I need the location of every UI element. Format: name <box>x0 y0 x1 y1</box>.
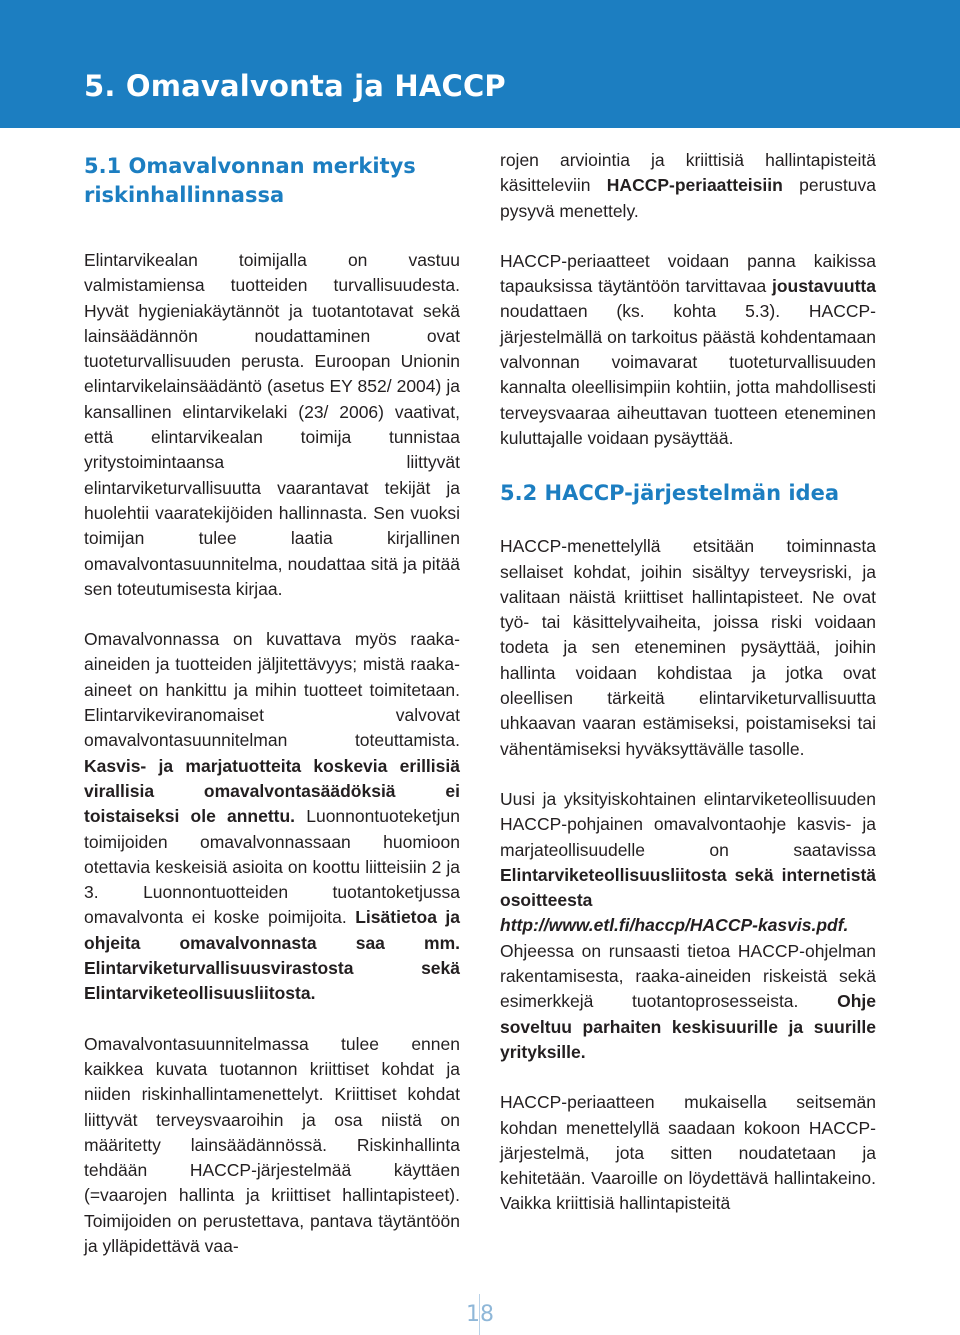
chapter-header-band <box>0 0 960 128</box>
right-p1-text-a: rojen arviointia ja kriittisiä hallintapisteitä käsitteleviin <box>500 150 876 196</box>
section-5-2-title: 5.2 HACCP-järjestelmän idea <box>500 481 840 506</box>
left-p2-text-c: Luonnontuoteketjun toimijoiden omavalvonnassaan huomioon otettavia keskeisiä asioita on koottu liitteisiin 2 ja 3. Luonnontuotteiden tuotantoketjussa omavalvonta ei koske poimijoita. <box>84 806 460 928</box>
page-number: 18 <box>466 1302 494 1327</box>
right-paragraph-5: HACCP-periaatteen mukaisella seitsemän kohdan menettelyllä saadaan kokoon HACCP-järjestelmä, jota sitten noudatetaan ja kehitetään. Vaaroille on löydettävä hallintakeino. Vaikka kriittisiä hallintapisteitä <box>500 1092 876 1214</box>
right-paragraph-3: HACCP-menettelyllä etsitään toiminnasta sellaiset kohdat, joihin sisältyy terveysriski, ja valitaan näistä kriittiset hallintapisteet. Ne ovat työ- tai käsittelyvaiheita, joissa riski voidaan todeta ja sen eteneminen pysäyttää, joihin hallinta voidaan kohdistaa ja jotka ovat oleellisen tärkeitä elintarviketurvallisuutta uhkaavan vaaran estämiseksi, poistamiseksi tai vähentämiseksi hyväksyttävälle tasolle. <box>500 536 876 759</box>
right-p4-text-c: Ohjeessa on runsaasti tietoa HACCP-ohjelman rakentamisesta, raaka-aineiden riskeistä sekä esimerkkejä tuotantoprosesseista. <box>500 940 876 1012</box>
right-p2-text-c: noudattaen (ks. kohta 5.3). HACCP-järjestelmällä on tarkoitus päästä kohdentamaan valvonnan voimavarat tuoteturvallisuuden kannalta oleellisimpiin kohtiin, jotta mahdollisesti terveysvaaraa aiheuttavan tuotteen eteneminen kuluttajalle voidaan pysäyttää. <box>500 301 876 448</box>
right-p1-text-c: perustuva pysyvä menettely. <box>500 175 876 221</box>
right-p4-bold-d: Ohje soveltuu parhaiten keskisuurille ja suurille yrityksille. <box>500 991 876 1062</box>
etl-haccp-link[interactable]: http://www.etl.fi/haccp/HACCP-kasvis.pdf. <box>500 915 849 936</box>
section-5-1-title-line1: 5.1 Omavalvonnan merkitys <box>84 154 416 178</box>
right-p4-text-a: Uusi ja yksityiskohtainen elintarviketeollisuuden HACCP-pohjainen omavalvontaohje kasvis- ja marjateollisuudelle on saatavissa <box>500 788 876 860</box>
left-paragraph-2 <box>84 627 460 1006</box>
right-paragraph-2 <box>500 249 876 451</box>
section-5-1-title <box>84 152 460 210</box>
right-p1-bold-b: HACCP-periaatteisiin <box>606 175 783 196</box>
section-5-1-title-line2: riskinhallinnassa <box>84 183 285 207</box>
left-p2-text-a: Omavalvonnassa on kuvattava myös raaka-aineiden ja tuotteiden jäljitettävyys; mistä raaka-aineet on hankittu ja mihin tuotteet toimitetaan. Elintarvikeviranomaiset valvovat omavalvontasuunnitelman toteuttamista. <box>84 629 460 751</box>
right-column <box>500 148 876 1217</box>
right-p2-bold-b: joustavuutta <box>771 276 876 297</box>
left-paragraph-1: Elintarvikealan toimijalla on vastuu valmistamiensa tuotteiden turvallisuudesta. Hyvät hygieniakäytännöt ja tuotantotavat sekä lainsäädännön noudattaminen ovat tuoteturvallisuuden perusta. Euroopan Unionin elintarvikelainsäädäntö (asetus EY 852/ 2004) ja kansallinen elintarvikelaki (23/ 2006) vaativat, että elintarvikealan toimija tunnistaa yritystoimintaansa liittyvät elintarviketurvallisuutta vaarantavat tekijät ja huolehtii vaaratekijöiden hallinnasta. Sen vuoksi toimijan tulee laatia kirjallinen omavalvontasuunnitelma, noudattaa sitä ja pitää sen toteutumisesta kirjaa. <box>84 250 460 599</box>
left-paragraph-3: Omavalvontasuunnitelmassa tulee ennen kaikkea kuvata tuotannon kriittiset kohdat ja niiden riskinhallintamenettelyt. Kriittiset kohdat liittyvät terveysvaaroihin ja osa niistä on määritetty lainsäädännössä. Riskinhallinta tehdään HACCP-järjestelmää käyttäen (=vaarojen hallinta ja kriittiset hallintapisteet). Toimijoiden on perustettava, pantava täytäntöön ja ylläpidettävä vaa- <box>84 1033 460 1256</box>
chapter-title: 5. Omavalvonta ja HACCP <box>84 69 506 103</box>
left-column <box>84 148 460 1259</box>
right-paragraph-1 <box>500 148 876 224</box>
left-p2-bold-b: Kasvis- ja marjatuotteita koskevia erillisiä virallisia omavalvontasäädöksiä ei toistaiseksi ole annettu. <box>84 755 460 827</box>
right-paragraph-4 <box>500 787 876 1065</box>
right-p2-text-a: HACCP-periaatteet voidaan panna kaikissa tapauksissa täytäntöön tarvittavaa <box>500 250 876 297</box>
left-p2-bold-d: Lisätietoa ja ohjeita omavalvonnasta saa mm. Elintarviketurvallisuusvirastosta sekä Elintarviketeollisuusliitosta. <box>84 907 460 1004</box>
right-p4-bold-b: Elintarviketeollisuusliitosta sekä internetistä osoitteesta <box>500 864 876 911</box>
